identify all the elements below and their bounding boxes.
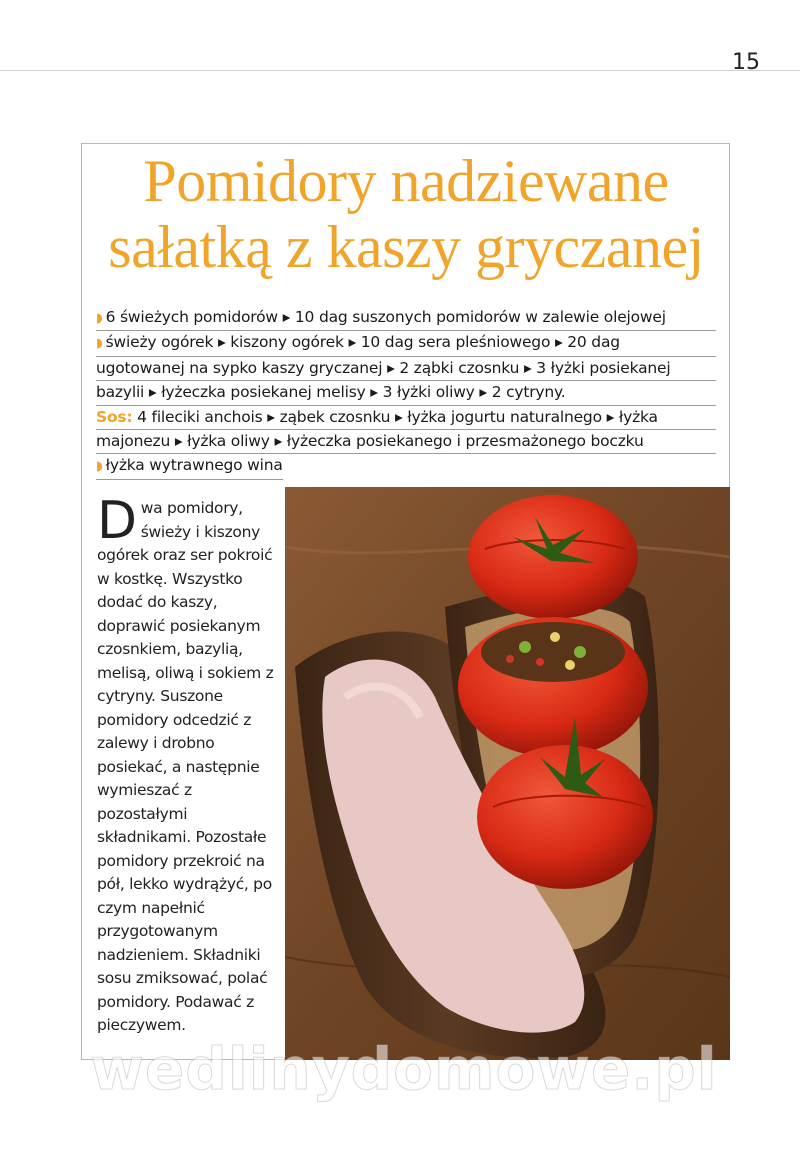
sauce-line-text: łyżka wytrawnego wina [105, 456, 283, 475]
ingredient-line [96, 381, 716, 405]
ingredient-line-text: świeży ogórek ▸ kiszony ogórek ▸ 10 dag sera pleśniowego ▸ 20 dag [105, 333, 620, 352]
sauce-line [96, 454, 283, 479]
method-body: wa pomidory, świeży i kiszony ogórek oraz ser pokroić w kostkę. Wszystko dodać do kaszy, doprawić posiekanym czosnkiem, bazylią, melisą, oliwą i sokiem z cytryny. Suszone pomidory odcedzić z zalewy i drobno posiekać, a następnie wymieszać z pozostałymi składnikami. Pozostałe pomidory przekroić na pół, lekko wydrążyć, po czym napełnić przygotowanym nadzieniem. Składniki sosu zmiksować, polać pomidory. Podawać z pieczywem. [97, 499, 274, 1034]
sauce-line [96, 430, 716, 454]
watermark: wedlinydomowe.pl [90, 1035, 718, 1103]
sauce-line [96, 406, 716, 430]
ingredients-list [96, 306, 716, 480]
stuffed-tomatoes-photo [285, 487, 730, 1060]
ingredient-line [96, 331, 716, 356]
sauce-label: Sos: [96, 407, 133, 426]
recipe-title [82, 148, 730, 280]
ingredient-line-text: bazylii ▸ łyżeczka posiekanej melisy ▸ 3 łyżki oliwy ▸ 2 cytryny. [96, 383, 566, 402]
page-number: 15 [732, 50, 760, 75]
dropcap: D [97, 491, 137, 551]
bullet-icon: ◗ [96, 459, 103, 475]
method-text [97, 491, 277, 1038]
ingredient-line-text: ugotowanej na sypko kaszy gryczanej ▸ 2 ząbki czosnku ▸ 3 łyżki posiekanej [96, 358, 671, 377]
bullet-icon: ◗ [96, 336, 103, 352]
ingredient-line [96, 306, 716, 331]
top-rule [0, 70, 800, 71]
sauce-line-text: majonezu ▸ łyżka oliwy ▸ łyżeczka posiekanego i przesmażonego boczku [96, 432, 644, 451]
ingredient-line [96, 357, 716, 381]
title-line-1: Pomidory nadziewane [143, 148, 669, 214]
sauce-line-text: 4 fileciki anchois ▸ ząbek czosnku ▸ łyżka jogurtu naturalnego ▸ łyżka [137, 407, 658, 426]
bullet-icon: ◗ [96, 311, 103, 326]
title-line-2: sałatką z kaszy gryczanej [108, 214, 704, 280]
ingredient-line-text: 6 świeżych pomidorów ▸ 10 dag suszonych pomidorów w zalewie olejowej [105, 308, 666, 326]
